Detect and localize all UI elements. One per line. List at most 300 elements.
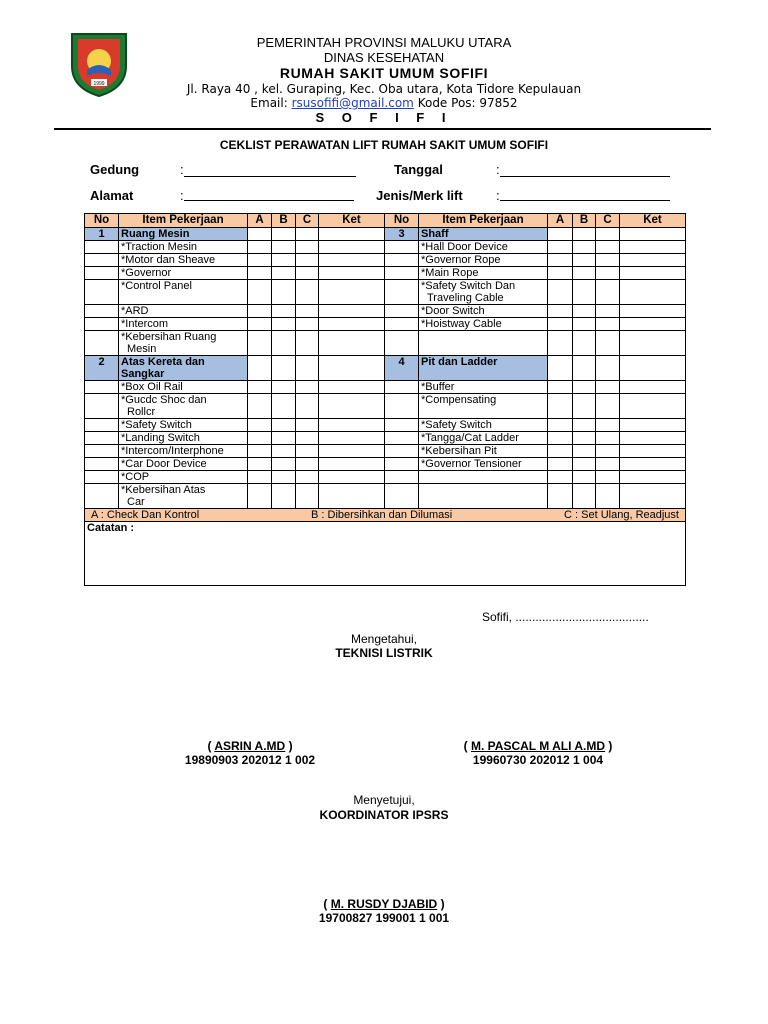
header-city: S O F I F I	[315, 110, 453, 125]
item-cell	[119, 331, 248, 356]
approve-label: Menyetujui,	[353, 793, 415, 807]
check-b-cell[interactable]	[272, 228, 296, 241]
item-cell	[119, 419, 248, 432]
check-a-cell[interactable]	[548, 331, 573, 356]
check-a-cell[interactable]	[548, 280, 573, 305]
check-c-cell[interactable]	[596, 241, 620, 254]
item-cell	[119, 381, 248, 394]
check-b-cell[interactable]	[272, 331, 296, 356]
check-a-cell[interactable]	[548, 394, 573, 419]
check-b-cell[interactable]	[573, 432, 596, 445]
item-text: Ruang Mesin	[121, 228, 190, 240]
check-b-cell[interactable]	[272, 432, 296, 445]
table-row	[85, 228, 686, 241]
ket-cell[interactable]	[620, 241, 686, 254]
check-c-cell[interactable]	[596, 254, 620, 267]
check-b-cell[interactable]	[573, 471, 596, 484]
table-row	[85, 267, 686, 280]
header-contact	[150, 96, 618, 110]
signatory-2-name: ( M. PASCAL M ALI A.MD )	[463, 739, 613, 753]
signatory-1-nip: 19890903 202012 1 002	[184, 753, 316, 767]
ket-cell[interactable]	[620, 484, 686, 509]
item-text: *Buffer	[421, 381, 455, 393]
document-title: CEKLIST PERAWATAN LIFT RUMAH SAKIT UMUM SOFIFI	[219, 138, 549, 152]
item-text: *Hoistway Cable	[421, 318, 502, 330]
header-cell: Item Pekerjaan	[119, 214, 248, 228]
row-number-cell	[85, 318, 119, 331]
row-number-cell	[85, 305, 119, 318]
item-cell	[419, 331, 548, 356]
header-cell: No	[85, 214, 119, 228]
check-b-cell[interactable]	[573, 241, 596, 254]
header-cell: B	[573, 214, 596, 228]
item-text: *Landing Switch	[121, 432, 200, 444]
check-c-cell[interactable]	[596, 432, 620, 445]
row-number-cell	[385, 419, 419, 432]
row-number-cell	[385, 445, 419, 458]
check-b-cell[interactable]	[573, 254, 596, 267]
ket-cell[interactable]	[620, 280, 686, 305]
ket-cell[interactable]	[319, 305, 385, 318]
item-cell	[419, 318, 548, 331]
check-c-cell[interactable]	[296, 394, 319, 419]
item-cell	[419, 381, 548, 394]
item-text: *Governor Tensioner	[421, 458, 522, 470]
check-b-cell[interactable]	[573, 381, 596, 394]
item-text: *Governor Rope	[421, 254, 501, 266]
header-divider	[54, 128, 711, 130]
row-number-cell	[85, 445, 119, 458]
row-number-cell	[385, 318, 419, 331]
check-a-cell[interactable]	[248, 331, 272, 356]
ket-cell[interactable]	[319, 254, 385, 267]
signatory-2-nip: 19960730 202012 1 004	[472, 753, 604, 767]
check-c-cell[interactable]	[296, 471, 319, 484]
table-header-row	[85, 214, 686, 228]
table-row	[85, 356, 686, 381]
check-b-cell[interactable]	[272, 241, 296, 254]
item-text: *Main Rope	[421, 267, 479, 279]
item-cell	[419, 394, 548, 419]
item-text: Pit dan Ladder	[421, 356, 498, 368]
check-b-cell[interactable]	[272, 280, 296, 305]
item-cell	[119, 471, 248, 484]
item-text: *Box Oil Rail	[121, 381, 183, 393]
item-cell	[419, 471, 548, 484]
check-a-cell[interactable]	[248, 356, 272, 381]
check-c-cell[interactable]	[296, 305, 319, 318]
item-text: *Kebersihan Atas	[121, 484, 206, 496]
check-a-cell[interactable]	[548, 305, 573, 318]
item-text: *Control Panel	[121, 280, 192, 292]
field-colon: :	[496, 188, 500, 203]
item-text-continued: Mesin	[127, 343, 157, 355]
check-b-cell[interactable]	[272, 445, 296, 458]
table-row	[85, 432, 686, 445]
field-input-gedung[interactable]	[184, 176, 356, 177]
field-colon: :	[180, 188, 184, 203]
check-b-cell[interactable]	[272, 254, 296, 267]
item-text: *Intercom/Interphone	[121, 445, 224, 457]
item-cell	[119, 318, 248, 331]
item-text: *Gucdc Shoc dan	[121, 394, 207, 406]
check-a-cell[interactable]	[248, 432, 272, 445]
header-government: PEMERINTAH PROVINSI MALUKU UTARA	[256, 35, 512, 50]
ket-cell[interactable]	[319, 432, 385, 445]
item-text: Atas Kereta dan	[121, 356, 205, 368]
ket-cell[interactable]	[319, 471, 385, 484]
header-address: Jl. Raya 40 , kel. Guraping, Kec. Oba utara, Kota Tidore Kepulauan	[186, 82, 582, 96]
check-b-cell[interactable]	[272, 484, 296, 509]
item-cell	[419, 484, 548, 509]
signatory-3-name: ( M. RUSDY DJABID )	[323, 897, 445, 911]
item-text: *Compensating	[421, 394, 497, 406]
ket-cell[interactable]	[319, 241, 385, 254]
check-b-cell[interactable]	[573, 419, 596, 432]
check-c-cell[interactable]	[296, 356, 319, 381]
row-number-cell	[385, 254, 419, 267]
logo-year-text: 1999	[93, 81, 105, 87]
item-text-continued: Rollcr	[127, 406, 156, 418]
check-b-cell[interactable]	[573, 331, 596, 356]
ket-cell[interactable]	[620, 458, 686, 471]
ket-cell[interactable]	[319, 394, 385, 419]
ket-cell[interactable]	[319, 356, 385, 381]
legend-cell	[85, 509, 686, 522]
check-c-cell[interactable]	[596, 394, 620, 419]
row-number-cell	[85, 432, 119, 445]
ket-cell[interactable]	[620, 394, 686, 419]
check-c-cell[interactable]	[296, 241, 319, 254]
section-title-cell	[119, 228, 248, 241]
ket-cell[interactable]	[620, 471, 686, 484]
table-row	[85, 419, 686, 432]
item-text-continued: Traveling Cable	[427, 292, 504, 304]
legend-b: B : Dibersihkan dan Dilumasi	[311, 509, 453, 521]
ket-cell[interactable]	[319, 331, 385, 356]
row-number-cell	[385, 280, 419, 305]
item-text: *Tangga/Cat Ladder	[421, 432, 519, 444]
check-c-cell[interactable]	[296, 228, 319, 241]
check-a-cell[interactable]	[248, 471, 272, 484]
check-a-cell[interactable]	[248, 381, 272, 394]
item-cell	[119, 305, 248, 318]
check-a-cell[interactable]	[548, 381, 573, 394]
field-label-jenis-merk: Jenis/Merk lift	[376, 188, 463, 203]
header-cell: C	[596, 214, 620, 228]
ket-cell[interactable]	[620, 445, 686, 458]
item-cell	[419, 254, 548, 267]
check-b-cell[interactable]	[573, 484, 596, 509]
field-label-alamat: Alamat	[90, 188, 134, 203]
check-b-cell[interactable]	[573, 445, 596, 458]
ket-cell[interactable]	[319, 484, 385, 509]
check-b-cell[interactable]	[573, 305, 596, 318]
check-c-cell[interactable]	[596, 484, 620, 509]
item-text: *Motor dan Sheave	[121, 254, 216, 266]
check-a-cell[interactable]	[548, 228, 573, 241]
check-a-cell[interactable]	[548, 432, 573, 445]
check-a-cell[interactable]	[548, 356, 573, 381]
check-c-cell[interactable]	[596, 267, 620, 280]
row-number-cell: 4	[385, 356, 419, 381]
row-number-cell	[85, 241, 119, 254]
ket-cell[interactable]	[319, 318, 385, 331]
ket-cell[interactable]	[620, 331, 686, 356]
item-cell	[419, 419, 548, 432]
item-cell	[119, 432, 248, 445]
check-b-cell[interactable]	[272, 305, 296, 318]
check-c-cell[interactable]	[596, 471, 620, 484]
field-label-tanggal: Tanggal	[394, 162, 443, 177]
check-b-cell[interactable]	[272, 419, 296, 432]
check-b-cell[interactable]	[272, 381, 296, 394]
item-cell	[419, 267, 548, 280]
item-cell	[419, 280, 548, 305]
table-row	[85, 241, 686, 254]
check-a-cell[interactable]	[248, 394, 272, 419]
check-a-cell[interactable]	[248, 458, 272, 471]
check-a-cell[interactable]	[248, 484, 272, 509]
postal-code: Kode Pos: 97852	[417, 96, 518, 110]
check-c-cell[interactable]	[296, 432, 319, 445]
row-number-cell	[385, 484, 419, 509]
check-a-cell[interactable]	[248, 419, 272, 432]
check-b-cell[interactable]	[272, 267, 296, 280]
row-number-cell	[85, 484, 119, 509]
item-cell	[419, 305, 548, 318]
email-link[interactable]: rsusofifi@gmail.com	[291, 96, 414, 110]
item-text: *COP	[121, 471, 150, 483]
check-c-cell[interactable]	[296, 267, 319, 280]
table-row	[85, 318, 686, 331]
ket-cell[interactable]	[620, 318, 686, 331]
header-cell: A	[248, 214, 272, 228]
check-c-cell[interactable]	[596, 305, 620, 318]
header-cell: A	[548, 214, 573, 228]
header-cell: No	[385, 214, 419, 228]
check-a-cell[interactable]	[248, 267, 272, 280]
row-number-cell	[85, 419, 119, 432]
ket-cell[interactable]	[620, 432, 686, 445]
check-b-cell[interactable]	[573, 394, 596, 419]
check-c-cell[interactable]	[296, 280, 319, 305]
table-row	[85, 394, 686, 419]
row-number-cell	[85, 394, 119, 419]
ket-cell[interactable]	[620, 356, 686, 381]
ket-cell[interactable]	[620, 419, 686, 432]
item-text: *Safety Switch Dan	[421, 280, 516, 292]
check-b-cell[interactable]	[573, 267, 596, 280]
row-number-cell	[85, 381, 119, 394]
ket-cell[interactable]	[319, 280, 385, 305]
check-b-cell[interactable]	[573, 356, 596, 381]
check-b-cell[interactable]	[272, 318, 296, 331]
notes-field[interactable]	[85, 522, 686, 586]
ket-cell[interactable]	[319, 267, 385, 280]
table-row	[85, 458, 686, 471]
ket-cell[interactable]	[319, 458, 385, 471]
check-b-cell[interactable]	[272, 471, 296, 484]
item-cell	[119, 484, 248, 509]
row-number-cell	[385, 267, 419, 280]
header-department: DINAS KESEHATAN	[323, 50, 445, 65]
check-c-cell[interactable]	[296, 254, 319, 267]
ket-cell[interactable]	[319, 381, 385, 394]
check-c-cell[interactable]	[296, 484, 319, 509]
check-a-cell[interactable]	[248, 241, 272, 254]
check-c-cell[interactable]	[596, 356, 620, 381]
item-cell	[119, 267, 248, 280]
check-c-cell[interactable]	[296, 331, 319, 356]
check-b-cell[interactable]	[272, 356, 296, 381]
row-number-cell	[385, 394, 419, 419]
item-cell	[119, 241, 248, 254]
ket-cell[interactable]	[319, 228, 385, 241]
check-a-cell[interactable]	[248, 254, 272, 267]
item-text: *Car Door Device	[121, 458, 207, 470]
row-number-cell	[85, 331, 119, 356]
item-text: *Safety Switch	[421, 419, 492, 431]
header-cell: Item Pekerjaan	[419, 214, 548, 228]
check-a-cell[interactable]	[548, 254, 573, 267]
check-c-cell[interactable]	[596, 228, 620, 241]
row-number-cell: 1	[85, 228, 119, 241]
table-row	[85, 254, 686, 267]
item-cell	[119, 254, 248, 267]
signatory-3-nip: 19700827 199001 1 001	[318, 911, 450, 925]
section-title-cell	[119, 356, 248, 381]
row-number-cell: 3	[385, 228, 419, 241]
ket-cell[interactable]	[319, 445, 385, 458]
field-input-jenis-merk[interactable]	[500, 200, 670, 201]
row-number-cell	[385, 305, 419, 318]
legend-c: C : Set Ulang, Readjust	[564, 509, 679, 521]
check-a-cell[interactable]	[548, 241, 573, 254]
ket-cell[interactable]	[620, 267, 686, 280]
check-c-cell[interactable]	[596, 381, 620, 394]
check-a-cell[interactable]	[248, 445, 272, 458]
check-c-cell[interactable]	[596, 318, 620, 331]
check-a-cell[interactable]	[548, 267, 573, 280]
check-a-cell[interactable]	[548, 445, 573, 458]
row-number-cell: 2	[85, 356, 119, 381]
table-row	[85, 484, 686, 509]
field-input-alamat[interactable]	[184, 200, 354, 201]
check-a-cell[interactable]	[248, 228, 272, 241]
ket-cell[interactable]	[319, 419, 385, 432]
approve-role: KOORDINATOR IPSRS	[319, 808, 449, 822]
item-cell	[119, 458, 248, 471]
check-c-cell[interactable]	[596, 419, 620, 432]
check-a-cell[interactable]	[248, 280, 272, 305]
checklist-table	[84, 213, 686, 586]
check-c-cell[interactable]	[296, 381, 319, 394]
row-number-cell	[385, 432, 419, 445]
check-b-cell[interactable]	[272, 458, 296, 471]
place-date: Sofifi, ........................................	[482, 610, 649, 624]
legend-row	[85, 509, 686, 522]
check-a-cell[interactable]	[548, 471, 573, 484]
table-row	[85, 331, 686, 356]
ket-cell[interactable]	[620, 381, 686, 394]
item-text-continued: Sangkar	[121, 368, 165, 380]
check-c-cell[interactable]	[296, 318, 319, 331]
item-text-continued: Car	[127, 496, 145, 508]
ket-cell[interactable]	[620, 254, 686, 267]
section-title-cell	[419, 228, 548, 241]
header-cell: B	[272, 214, 296, 228]
header-hospital-name: RUMAH SAKIT UMUM SOFIFI	[279, 65, 489, 81]
check-a-cell[interactable]	[248, 318, 272, 331]
check-c-cell[interactable]	[296, 458, 319, 471]
check-b-cell[interactable]	[573, 228, 596, 241]
known-label: Mengetahui,	[350, 632, 418, 646]
check-c-cell[interactable]	[296, 445, 319, 458]
row-number-cell	[385, 241, 419, 254]
check-a-cell[interactable]	[548, 419, 573, 432]
check-b-cell[interactable]	[272, 394, 296, 419]
row-number-cell	[385, 458, 419, 471]
table-row	[85, 381, 686, 394]
check-a-cell[interactable]	[548, 318, 573, 331]
section-title-cell	[419, 356, 548, 381]
item-text: *Intercom	[121, 318, 169, 330]
row-number-cell	[385, 331, 419, 356]
item-cell	[419, 445, 548, 458]
header-cell: C	[296, 214, 319, 228]
check-a-cell[interactable]	[548, 484, 573, 509]
table-row	[85, 305, 686, 318]
check-c-cell[interactable]	[596, 458, 620, 471]
check-c-cell[interactable]	[596, 445, 620, 458]
ket-cell[interactable]	[620, 305, 686, 318]
check-a-cell[interactable]	[248, 305, 272, 318]
check-c-cell[interactable]	[296, 419, 319, 432]
check-b-cell[interactable]	[573, 318, 596, 331]
item-text: *Hall Door Device	[421, 241, 508, 253]
row-number-cell	[85, 280, 119, 305]
item-cell	[419, 458, 548, 471]
row-number-cell	[85, 254, 119, 267]
item-cell	[419, 241, 548, 254]
item-cell	[119, 280, 248, 305]
check-b-cell[interactable]	[573, 458, 596, 471]
notes-label: Catatan :	[87, 522, 135, 534]
row-number-cell	[385, 381, 419, 394]
known-role: TEKNISI LISTRIK	[335, 646, 433, 660]
check-b-cell[interactable]	[573, 280, 596, 305]
ket-cell[interactable]	[620, 228, 686, 241]
item-text: *Door Switch	[421, 305, 485, 317]
item-cell	[119, 445, 248, 458]
row-number-cell	[85, 458, 119, 471]
header-cell: Ket	[620, 214, 686, 228]
check-c-cell[interactable]	[596, 280, 620, 305]
check-c-cell[interactable]	[596, 331, 620, 356]
item-text: *Kebersihan Pit	[421, 445, 497, 457]
field-colon: :	[180, 162, 184, 177]
legend-a: A : Check Dan Kontrol	[91, 509, 200, 521]
table-row	[85, 471, 686, 484]
check-a-cell[interactable]	[548, 458, 573, 471]
field-colon: :	[496, 162, 500, 177]
notes-row	[85, 522, 686, 586]
row-number-cell	[385, 471, 419, 484]
header-cell: Ket	[319, 214, 385, 228]
item-text: *Safety Switch	[121, 419, 192, 431]
field-input-tanggal[interactable]	[500, 176, 670, 177]
